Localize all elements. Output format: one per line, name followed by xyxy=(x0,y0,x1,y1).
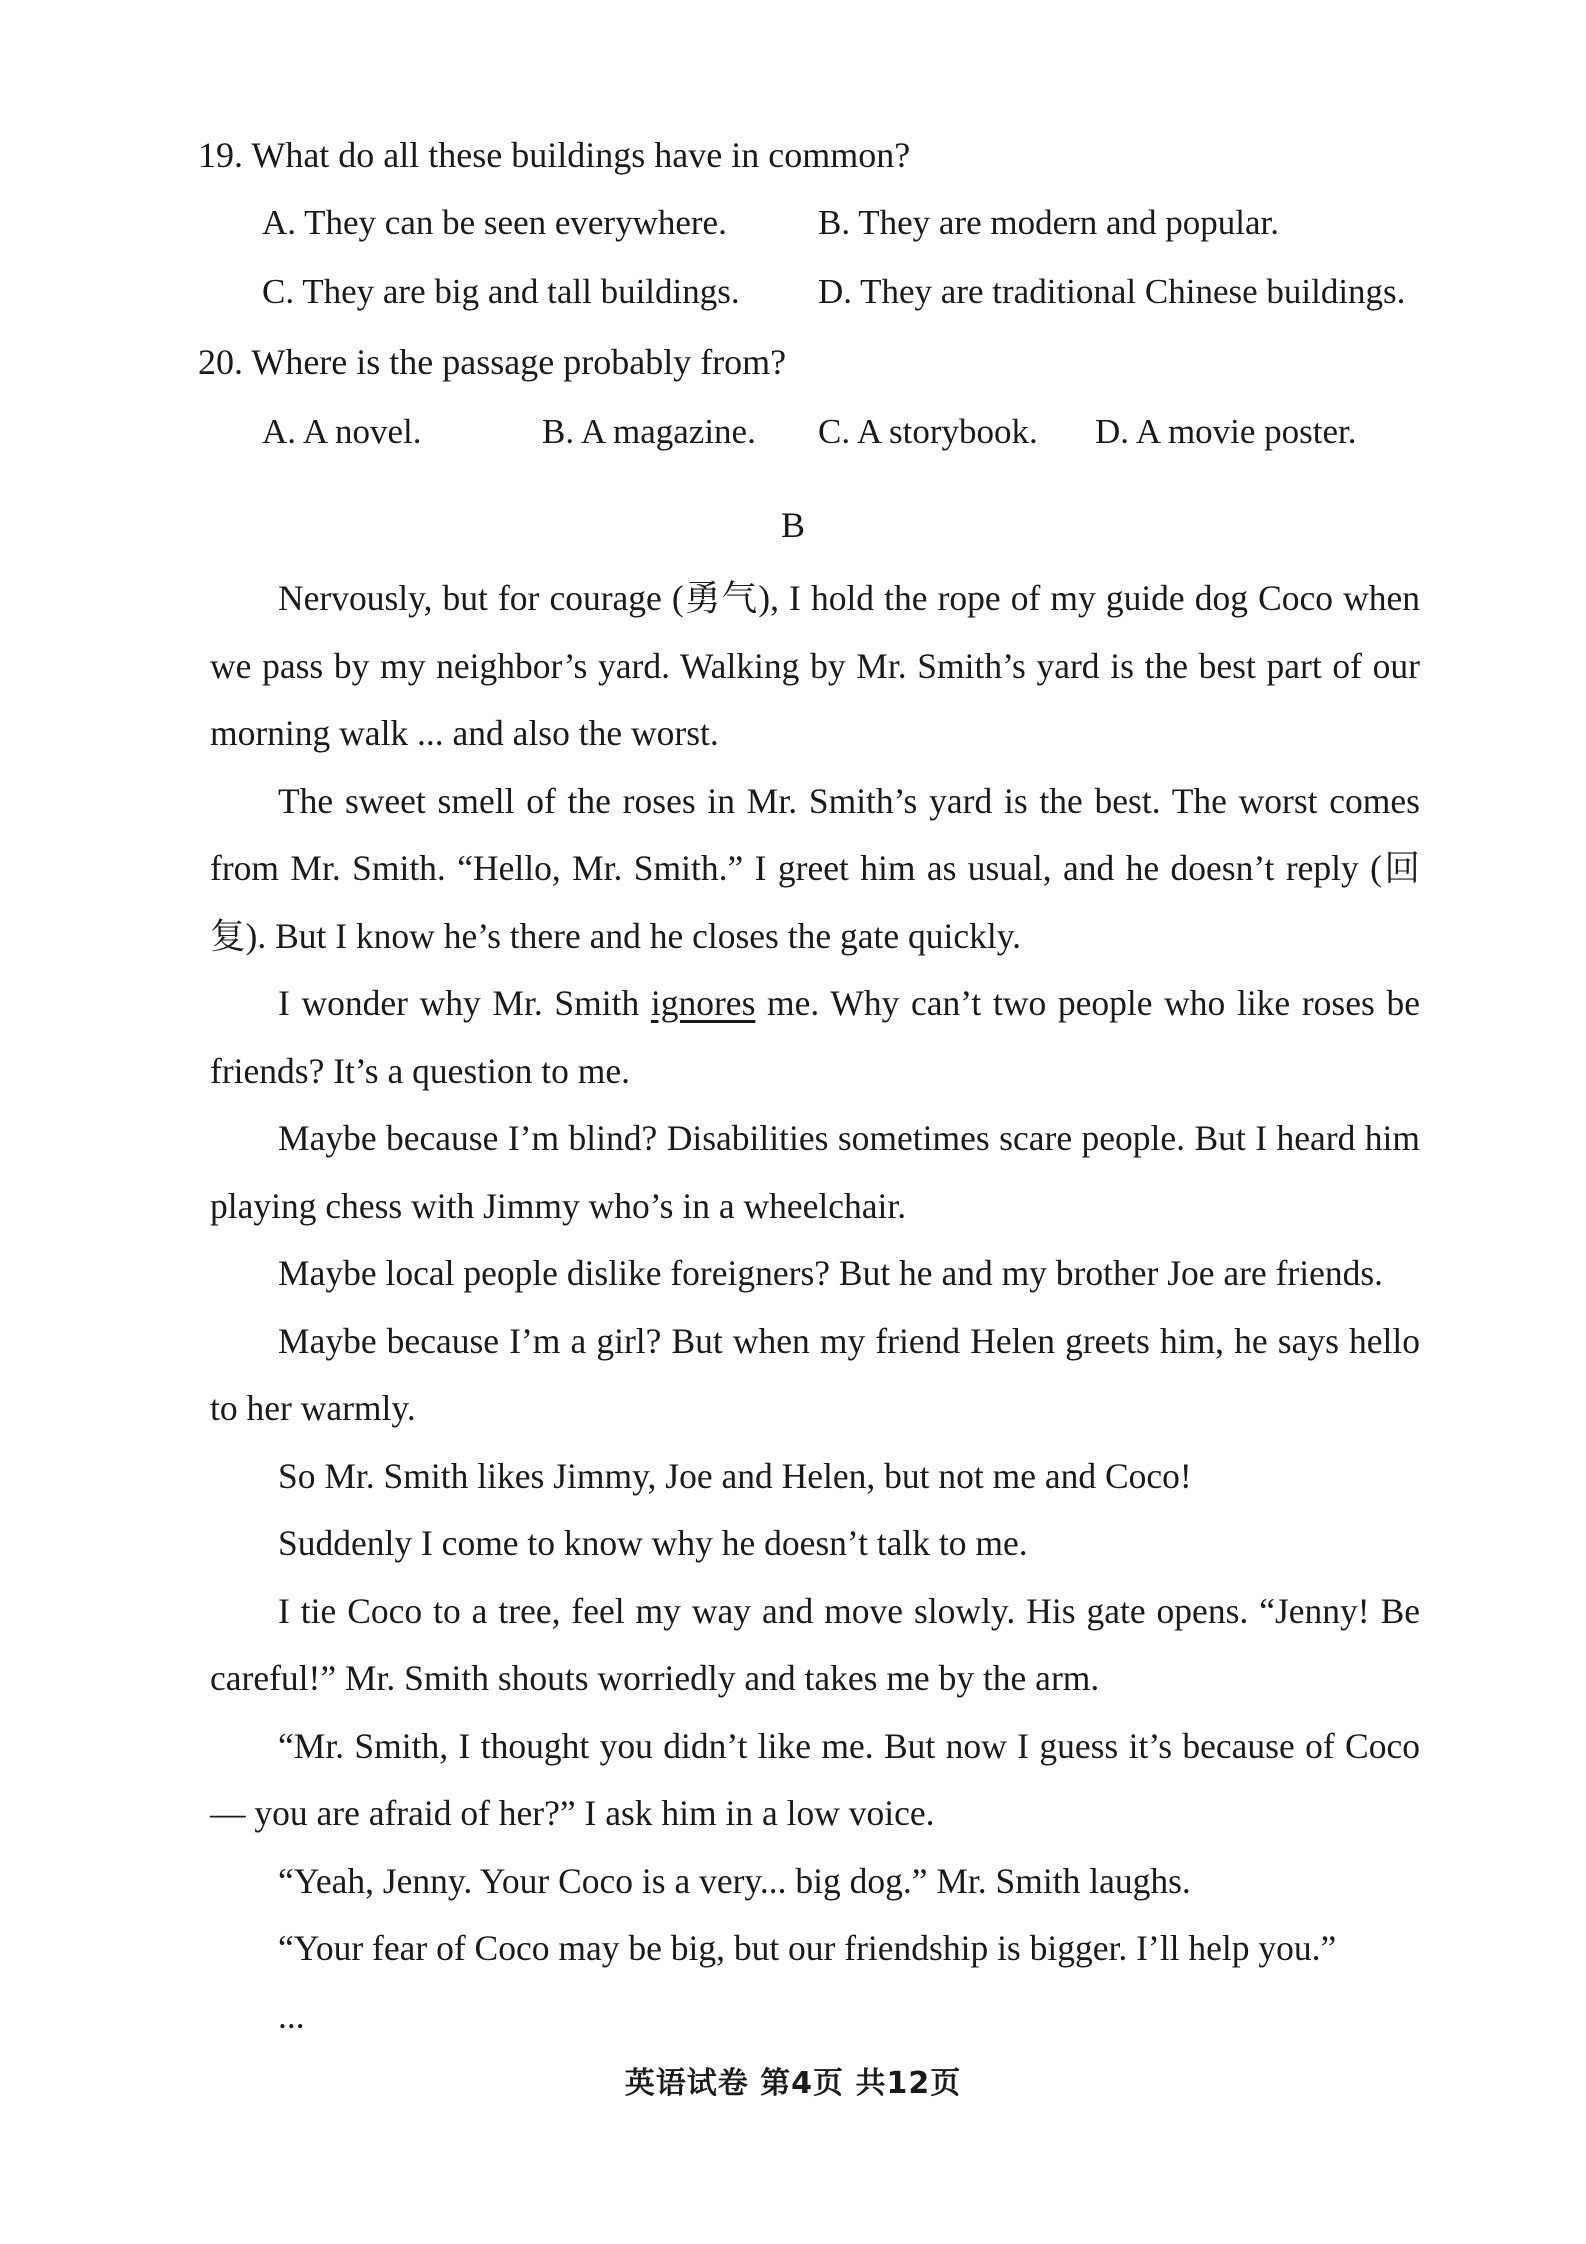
passage-paragraph-4: Maybe because I’m blind? Disabilities sometimes scare people. But I heard him playing chess with Jimmy who’s in a wheelchair. xyxy=(210,1118,1420,1226)
question-19-stem: 19. What do all these buildings have in common? xyxy=(198,135,911,175)
question-20-stem: 20. Where is the passage probably from? xyxy=(198,342,787,382)
question-19-option-c: C. They are big and tall buildings. xyxy=(262,272,740,311)
passage-paragraph-2: The sweet smell of the roses in Mr. Smith’s yard is the best. The worst comes from Mr. Smith. “Hello, Mr. Smith.” I greet him as usual, and he doesn’t reply (回复). But I know he’s there and he closes the gate quickly. xyxy=(210,780,1420,956)
passage-paragraph-1: Nervously, but for courage (勇气), I hold the rope of my guide dog Coco when we pass by my neighbor’s yard. Walking by Mr. Smith’s yard is the best part of our morning walk ... and also the worst. xyxy=(210,578,1420,753)
passage-paragraph-11: “Yeah, Jenny. Your Coco is a very... big dog.” Mr. Smith laughs. xyxy=(278,1860,1191,1901)
question-20-option-a: A. A novel. xyxy=(262,412,422,451)
section-label: B xyxy=(780,505,805,545)
passage-paragraph-3-end: me. Why can’t two people who like roses be friends? It’s a question to me. xyxy=(210,983,1420,1091)
passage-paragraph-8: Suddenly I come to know why he doesn’t talk to me. xyxy=(278,1523,1028,1563)
question-19-option-d: D. They are traditional Chinese buildings. xyxy=(818,272,1406,311)
question-20-option-b: B. A magazine. xyxy=(542,412,756,451)
reading-passage xyxy=(210,565,1420,2050)
passage-paragraph-7: So Mr. Smith likes Jimmy, Joe and Helen, but not me and Coco! xyxy=(278,1455,1192,1496)
question-20-option-d: D. A movie poster. xyxy=(1095,412,1357,451)
underlined-word: ignores xyxy=(650,983,756,1023)
passage-ellipsis: ... xyxy=(278,1995,305,2036)
passage-paragraph-3-start: I wonder why Mr. Smith xyxy=(278,983,651,1023)
passage-paragraph-12: “Your fear of Coco may be big, but our friendship is bigger. I’ll help you.” xyxy=(278,1928,1337,1968)
passage-paragraph-9: I tie Coco to a tree, feel my way and move slowly. His gate opens. “Jenny! Be careful!” Mr. Smith shouts worriedly and takes me by the arm. xyxy=(210,1590,1420,1698)
passage-paragraph-3 xyxy=(210,970,1420,1105)
question-19-option-a: A. They can be seen everywhere. xyxy=(262,203,727,242)
page-footer: 英语试卷 第4页 共12页 xyxy=(624,2066,962,2101)
passage-paragraph-5: Maybe local people dislike foreigners? But he and my brother Joe are friends. xyxy=(278,1253,1384,1293)
passage-paragraph-6: Maybe because I’m a girl? But when my friend Helen greets him, he says hello to her warmly. xyxy=(210,1320,1420,1428)
question-19-option-b: B. They are modern and popular. xyxy=(818,203,1280,242)
passage-paragraph-10: “Mr. Smith, I thought you didn’t like me. But now I guess it’s because of Coco — you are afraid of her?” I ask him in a low voice. xyxy=(210,1725,1420,1833)
question-20-option-c: C. A storybook. xyxy=(818,412,1038,451)
